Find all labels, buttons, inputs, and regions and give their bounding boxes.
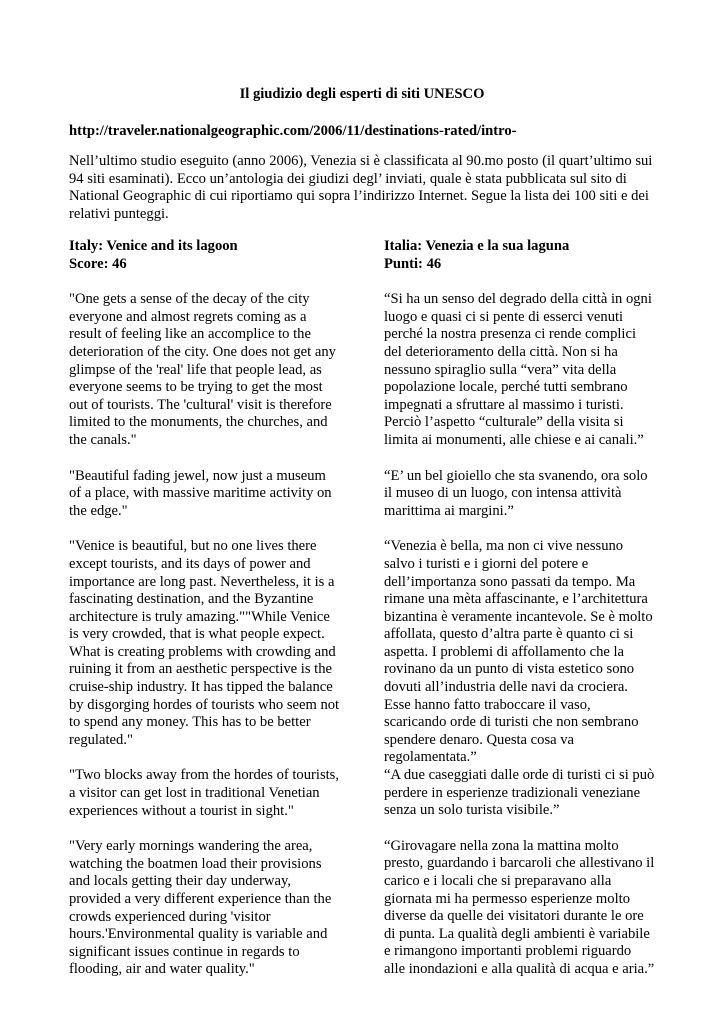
english-score: Score: 46 (69, 255, 127, 272)
italian-score: Punti: 46 (384, 255, 442, 272)
english-quote-3: "Venice is beautiful, but no one lives there except tourists, and its days of power and importance are long past. Nevertheless, it is a fascinating destination, and the Byzantine architecture is truly amazing.""While Venice is very crowded, that is what people expect. What is creating problems with crowding and ruining it from an aesthetic perspective is the cruise-ship industry. It has tipped the balance by disgorging hordes of tourists who seem not to spend any money. This has to be better regulated." (69, 538, 340, 748)
english-quote-4: "Two blocks away from the hordes of tourists, a visitor can get lost in traditional Venetian experiences without a tourist in sight." (69, 767, 340, 819)
document-title: Il giudizio degli esperti di siti UNESCO (239, 86, 485, 102)
english-quote-2: "Beautiful fading jewel, now just a museum of a place, with massive maritime activity on the edge." (69, 467, 332, 519)
italian-heading: Italia: Venezia e la sua laguna (384, 238, 570, 254)
italian-quote-1: “Si ha un senso del degrado della città in ogni luogo e quasi ci si pente di esserci venuti perché la nostra presenza ci rende complici del deterioramento della città. Non si ha nessuno spiraglio sulla “vera” vita della popolazione locale, perché tutti sembrano impegnati a sfruttare al massimo i turisti. Perciò l’aspetto “culturale” della visita si limita ai monumenti, alle chiese e ai canali.” (384, 291, 652, 448)
english-column (69, 238, 359, 979)
italian-quote-3: “Venezia è bella, ma non ci vive nessuno salvo i turisti e i giorni del potere e dell’importanza sono passati da tempo. Ma rimane una mèta affascinante, e l’architettura bizantina è veramente incantevole. Se è molto affollata, questo d’altra parte è quanto ci si aspetta. I problemi di affollamento che la rovinano da un punto di vista estetico sono dovuti all’industria delle navi da crociera. Esse hanno fatto traboccare il vaso, scaricando orde di turisti che non sembrano spendere denaro. Questa cosa va regolamentata.” “A due caseggiati dalle orde di turisti ci si può perdere in esperienze tradizionali veneziane senza un solo turista visibile.” (384, 538, 655, 819)
italian-quote-4: “Girovagare nella zona la mattina molto presto, guardando i barcaroli che allestivano il carico e i locali che si preparavano alla giornata mi ha permesso esperienze molto diverse da quelle dei visitatori durante le ore di punta. La qualità degli ambienti è variabile e rimangono importanti problemi riguardo alle inondazioni e alla qualità di acqua e aria.” (384, 837, 655, 977)
english-quote-1: "One gets a sense of the decay of the city everyone and almost regrets coming as a result of feeling like an accomplice to the deterioration of the city. One does not get any glimpse of the 'real' life that people lead, as everyone seems to be trying to get the most out of tourists. The 'cultural' visit is therefore limited to the monuments, the churches, and the canals." (69, 291, 336, 448)
italian-column (384, 238, 674, 979)
italian-quote-2: “E’ un bel gioiello che sta svanendo, ora solo il museo di un luogo, con intensa attività marittima ai margini.” (384, 467, 648, 519)
source-url: http://traveler.nationalgeographic.com/2006/11/destinations-rated/intro- (69, 123, 517, 139)
english-heading: Italy: Venice and its lagoon (69, 238, 238, 254)
intro-paragraph: Nell’ultimo studio eseguito (anno 2006), Venezia si è classificata al 90.mo posto (il quart’ultimo sui 94 siti esaminati). Ecco un’antologia dei giudizi degl’ inviati, quale è stata pubblicata sul sito di National Geographic di cui riportiamo qui sopra l’indirizzo Internet. Segue la lista dei 100 siti e dei relativi punteggi. (69, 153, 653, 222)
english-quote-5: "Very early mornings wandering the area, watching the boatmen load their provisions and locals getting their day underway, provided a very different experience than the crowds experienced during 'visitor hours.'Environmental quality is variable and significant issues continue in regards to flooding, air and water quality." (69, 838, 332, 978)
